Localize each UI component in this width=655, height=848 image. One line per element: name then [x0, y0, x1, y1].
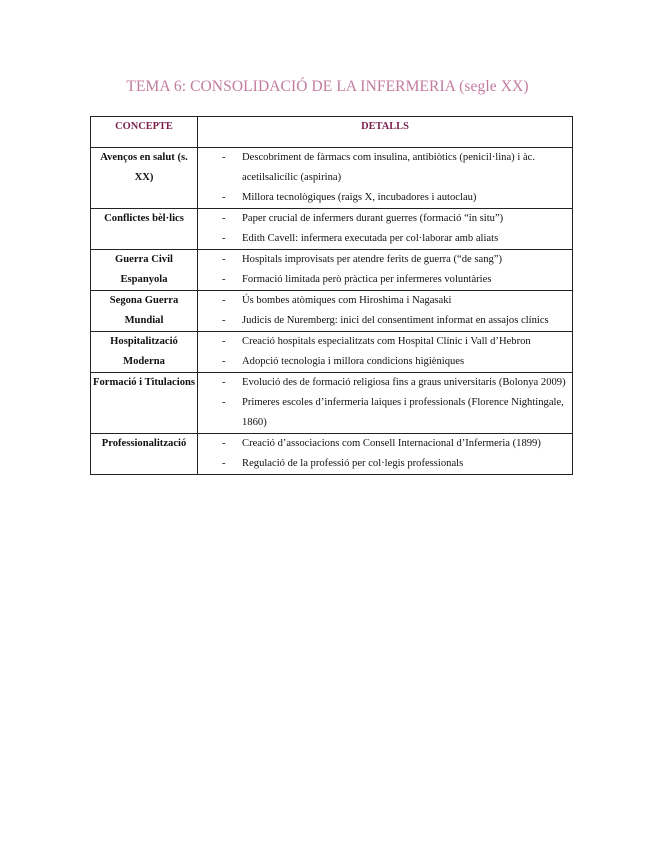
detail-text: Formació limitada però pràctica per infermeres voluntàries: [242, 274, 492, 285]
bullet-dash: -: [222, 336, 226, 347]
list-item: [198, 454, 572, 474]
header-details: DETALLS: [198, 117, 573, 148]
bullet-dash: -: [222, 377, 226, 388]
table-row: [91, 373, 573, 434]
detail-text: Ús bombes atòmiques com Hiroshima i Nagasaki: [242, 295, 452, 306]
concept-cell: Formació i Titulacions: [91, 373, 198, 434]
concept-cell: Conflictes bèl·lics: [91, 209, 198, 250]
bullet-dash: -: [222, 438, 226, 449]
detail-text: Descobriment de fàrmacs com insulina, antibiòtics (penicil·lina) i àc. acetilsalicílic (aspirina): [242, 152, 535, 183]
bullet-dash: -: [222, 254, 226, 265]
table-row: [91, 209, 573, 250]
details-list: [198, 250, 572, 290]
details-list: [198, 148, 572, 208]
bullet-dash: -: [222, 152, 226, 163]
details-list: [198, 332, 572, 372]
page-title: TEMA 6: CONSOLIDACIÓ DE LA INFERMERIA (segle XX): [126, 78, 529, 95]
detail-text: Regulació de la professió per col·legis professionals: [242, 458, 464, 469]
list-item: [198, 188, 572, 208]
details-cell: [198, 209, 573, 250]
table-row: [91, 148, 573, 209]
bullet-dash: -: [222, 274, 226, 285]
detail-text: Hospitals improvisats per atendre ferits de guerra (“de sang”): [242, 254, 503, 265]
detail-text: Judicis de Nuremberg: inici del consentiment informat en assajos clínics: [242, 315, 549, 326]
bullet-dash: -: [222, 192, 226, 203]
details-list: [198, 373, 572, 433]
list-item: [198, 332, 572, 352]
details-list: [198, 434, 572, 474]
list-item: [198, 148, 572, 188]
list-item: [198, 291, 572, 311]
details-cell: [198, 291, 573, 332]
detail-text: Paper crucial de infermers durant guerres (formació “in situ”): [242, 213, 504, 224]
list-item: [198, 434, 572, 454]
table-row: [91, 291, 573, 332]
bullet-dash: -: [222, 213, 226, 224]
bullet-dash: -: [222, 295, 226, 306]
table-row: [91, 332, 573, 373]
list-item: [198, 270, 572, 290]
concept-cell: Professionalització: [91, 434, 198, 475]
concept-cell: Segona Guerra Mundial: [91, 291, 198, 332]
details-cell: [198, 373, 573, 434]
detail-text: Edith Cavell: infermera executada per col·laborar amb aliats: [242, 233, 499, 244]
detail-text: Creació d’associacions com Consell Internacional d’Infermeria (1899): [242, 438, 541, 449]
concept-cell: Hospitalització Moderna: [91, 332, 198, 373]
detail-text: Primeres escoles d’infermeria laiques i professionals (Florence Nightingale, 1860): [242, 397, 564, 428]
detail-text: Adopció tecnologia i millora condicions higièniques: [242, 356, 465, 367]
list-item: [198, 311, 572, 331]
table-row: [91, 434, 573, 475]
list-item: [198, 373, 572, 393]
header-concept: CONCEPTE: [91, 117, 198, 148]
list-item: [198, 250, 572, 270]
list-item: [198, 352, 572, 372]
list-item: [198, 393, 572, 433]
details-list: [198, 209, 572, 249]
detail-text: Creació hospitals especialitzats com Hospital Clínic i Vall d’Hebron: [242, 336, 531, 347]
detail-text: Millora tecnològiques (raigs X, incubadores i autoclau): [242, 192, 477, 203]
details-cell: [198, 148, 573, 209]
list-item: [198, 209, 572, 229]
bullet-dash: -: [222, 315, 226, 326]
details-cell: [198, 332, 573, 373]
concept-cell: Guerra Civil Espanyola: [91, 250, 198, 291]
details-cell: [198, 434, 573, 475]
details-cell: [198, 250, 573, 291]
bullet-dash: -: [222, 233, 226, 244]
table-row: [91, 250, 573, 291]
bullet-dash: -: [222, 397, 226, 408]
detail-text: Evolució des de formació religiosa fins a graus universitaris (Bolonya 2009): [242, 377, 566, 388]
concept-cell: Avenços en salut (s. XX): [91, 148, 198, 209]
summary-table: [90, 116, 573, 475]
bullet-dash: -: [222, 458, 226, 469]
details-list: [198, 291, 572, 331]
bullet-dash: -: [222, 356, 226, 367]
list-item: [198, 229, 572, 249]
table-header-row: [91, 117, 573, 148]
